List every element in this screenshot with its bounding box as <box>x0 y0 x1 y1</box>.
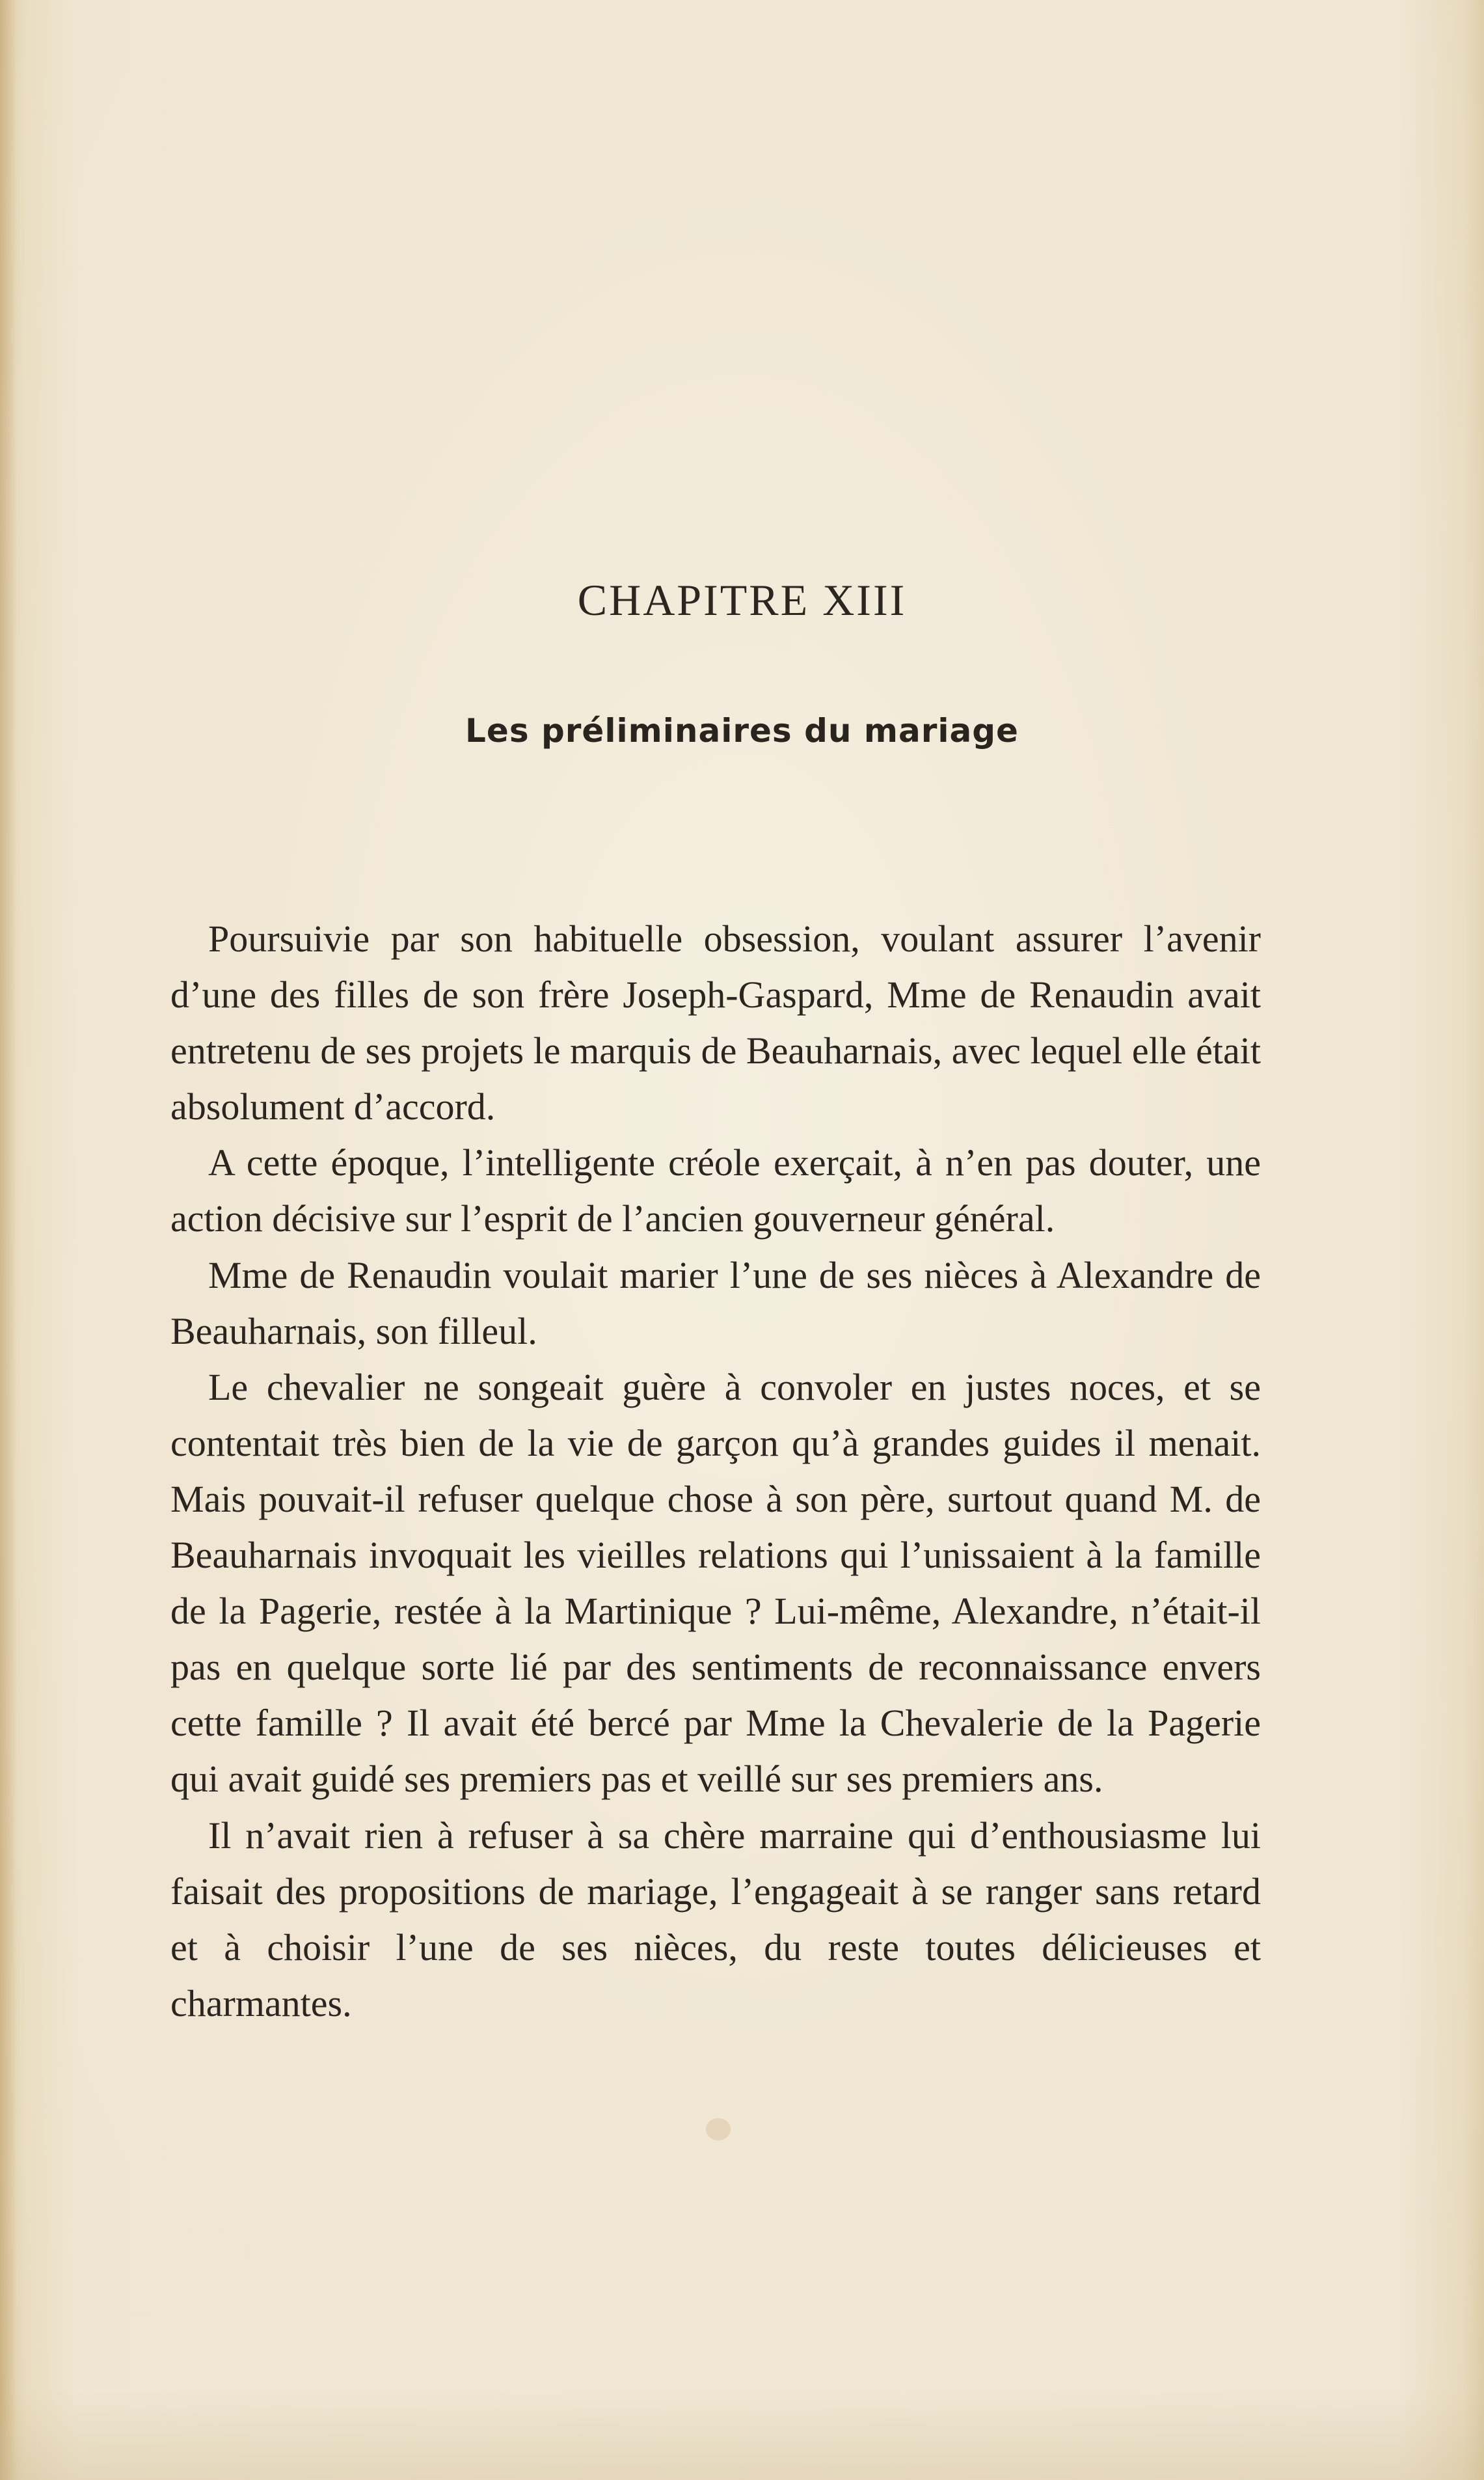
paragraph: Mme de Renaudin voulait marier l’une de ses nièces à Alexandre de Beauharnais, son filleul. <box>170 1253 1261 1352</box>
paragraph: A cette époque, l’intelligente créole exerçait, à n’en pas douter, une action décisive sur l’esprit de l’ancien gouverneur général. <box>170 1141 1261 1240</box>
paragraph: Le chevalier ne songeait guère à convoler en justes noces, et se contentait très bien de la vie de garçon qu’à grandes guides il menait. Mais pouvait-il refuser quelque chose à son père, surtout quand M. de Beauharnais invoquait les vieilles relations qui l’unissaient à la famille de la Pagerie, restée à la Martinique ? Lui-même, Alexandre, n’était-il pas en quelque sorte lié par des sentiments de reconnaissance envers cette famille ? Il avait été bercé par Mme la Chevalerie de la Pagerie qui avait guidé ses premiers pas et veillé sur ses premiers ans. <box>170 1365 1261 1801</box>
chapter-title: CHAPITRE XIII <box>577 575 907 625</box>
paragraph: Poursuivie par son habituelle obsession, voulant assurer l’avenir d’une des filles de son frère Joseph-Gaspard, Mme de Renaudin avait entretenu de ses projets le marquis de Beauharnais, avec lequel elle était absolument d’accord. <box>170 918 1261 1128</box>
chapter-body <box>170 911 1261 2032</box>
paper-stain <box>706 2118 731 2140</box>
chapter-subtitle: Les préliminaires du mariage <box>465 712 1019 750</box>
paragraph: Il n’avait rien à refuser à sa chère marraine qui d’enthousiasme lui faisait des propositions de mariage, l’engageait à se ranger sans retard et à choisir l’une de ses nièces, du reste toutes délicieuses et charmantes. <box>170 1814 1261 2024</box>
